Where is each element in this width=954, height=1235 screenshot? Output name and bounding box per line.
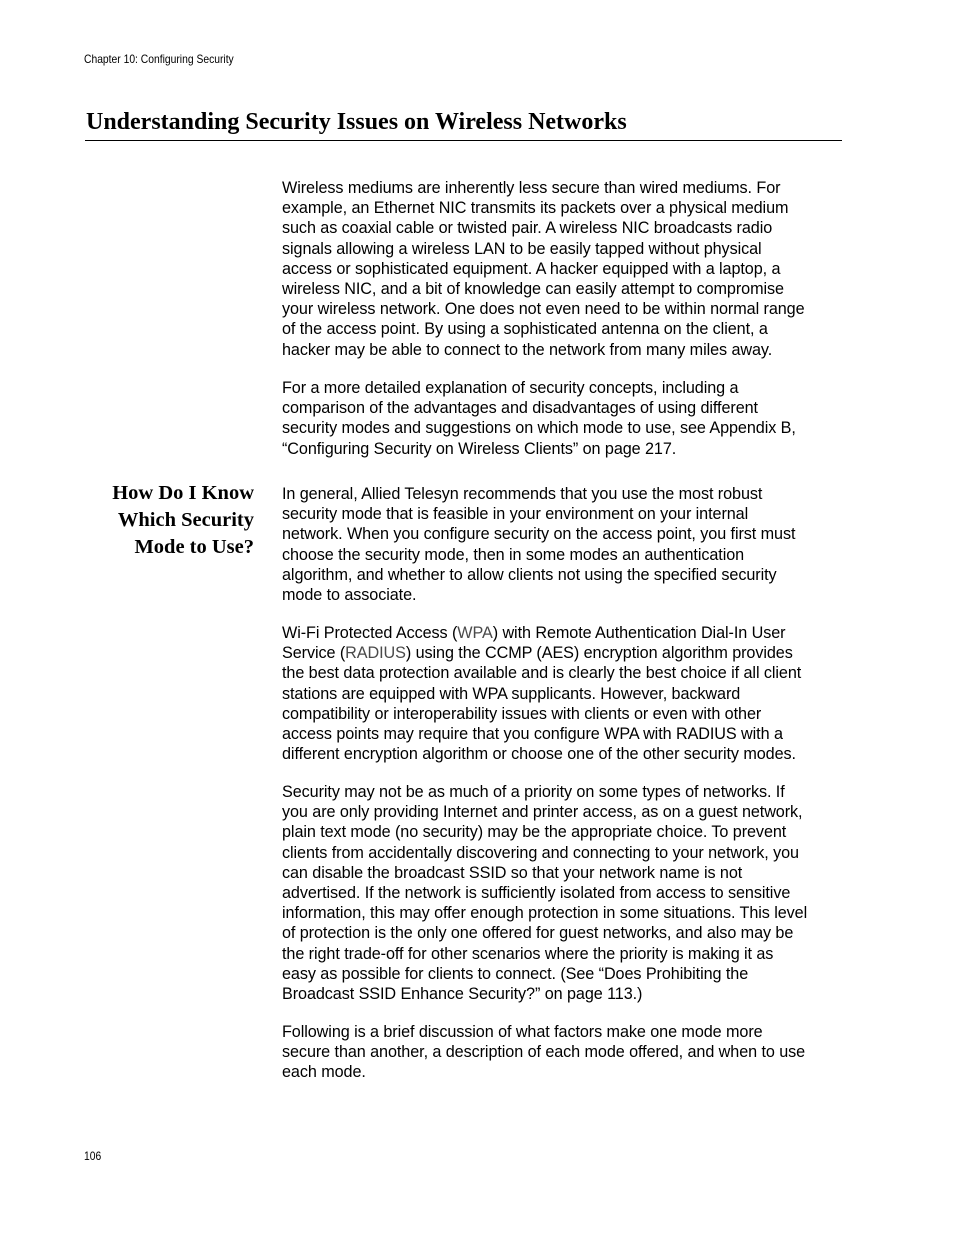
text-line: stations are equipped with WPA supplicants. However, backward <box>282 684 741 703</box>
wpa-link[interactable]: WPA <box>457 624 493 642</box>
text-line: Security may not be as much of a priority on some types of networks. If <box>282 783 785 801</box>
text-line: access or sophisticated equipment. A hacker equipped with a laptop, a <box>282 259 781 278</box>
text-line: of protection is the only one offered for guest networks, and also may be <box>282 924 794 943</box>
text-line <box>282 623 844 643</box>
text-line: each mode. <box>282 1063 366 1082</box>
text-line: compatibility or interoperability issues with clients or even with other <box>282 704 762 723</box>
text-line <box>282 643 844 663</box>
heading-line: How Do I Know <box>112 482 254 504</box>
text-fragment: ) with Remote Authentication Dial-In User <box>492 624 786 642</box>
text-line: advertised. If the network is sufficiently isolated from access to sensitive <box>282 883 791 902</box>
text-line: such as coaxial cable or twisted pair. A wireless NIC broadcasts radio <box>282 219 773 238</box>
section-paragraph-2 <box>282 623 844 764</box>
text-line: easy as possible for clients to connect. (See “Does Prohibiting the <box>282 964 749 983</box>
text-line: can disable the broadcast SSID so that your network name is not <box>282 863 743 882</box>
text-line: Wireless mediums are inherently less secure than wired mediums. For <box>282 179 781 197</box>
text-line: choose the security mode, then in some modes an authentication <box>282 545 745 564</box>
radius-link[interactable]: RADIUS <box>345 644 406 663</box>
section-paragraph-3 <box>282 782 844 1004</box>
text-fragment: Service ( <box>282 644 346 663</box>
text-line: plain text mode (no security) may be the appropriate choice. To prevent <box>282 823 787 842</box>
text-line: you are only providing Internet and printer access, as on a guest network, <box>282 803 803 822</box>
intro-paragraph-1 <box>282 178 844 360</box>
text-line: different encryption algorithm or choose one of the other security modes. <box>282 745 796 764</box>
text-line: For a more detailed explanation of security concepts, including a <box>282 379 739 397</box>
running-header: Chapter 10: Configuring Security <box>84 52 234 66</box>
page-title: Understanding Security Issues on Wireless Networks <box>86 109 627 135</box>
text-fragment: ) using the CCMP (AES) encryption algorithm provides <box>405 644 793 663</box>
heading-line: Mode to Use? <box>134 536 254 558</box>
text-fragment: Wi-Fi Protected Access ( <box>282 624 458 642</box>
title-rule <box>85 140 842 141</box>
page-number: 106 <box>84 1149 102 1163</box>
text-line: the right trade-off for other scenarios where the priority is making it as <box>282 944 774 963</box>
text-line: mode to associate. <box>282 585 417 604</box>
text-line: Broadcast SSID Enhance Security?” on page 113.) <box>282 984 643 1003</box>
text-line: secure than another, a description of each mode offered, and when to use <box>282 1043 806 1062</box>
text-line: of the access point. By using a sophisticated antenna on the client, a <box>282 320 768 339</box>
text-line: example, an Ethernet NIC transmits its packets over a physical medium <box>282 199 789 218</box>
text-line: signals allowing a wireless LAN to be easily tapped without physical <box>282 239 762 258</box>
text-line: clients from accidentally discovering and connecting to your network, you <box>282 843 799 862</box>
section-paragraph-1 <box>282 484 844 605</box>
heading-line: Which Security <box>117 509 254 531</box>
text-line: algorithm, and whether to allow clients not using the specified security <box>282 565 777 584</box>
text-line: security modes and suggestions on which mode to use, see Appendix B, <box>282 419 796 438</box>
text-line: comparison of the advantages and disadvantages of using different <box>282 399 758 418</box>
intro-paragraph-2 <box>282 378 844 459</box>
text-line: network. When you configure security on the access point, you first must <box>282 525 796 544</box>
text-line: In general, Allied Telesyn recommends that you use the most robust <box>282 485 763 503</box>
text-line: access points may require that you configure WPA with RADIUS with a <box>282 724 783 743</box>
text-line: wireless NIC, and a bit of knowledge can easily attempt to compromise <box>282 279 784 298</box>
text-line: security mode that is feasible in your environment on your internal <box>282 505 749 524</box>
section-heading <box>54 480 254 561</box>
text-line: hacker may be able to connect to the network from many miles away. <box>282 340 773 359</box>
section-paragraph-4 <box>282 1022 844 1083</box>
text-line: “Configuring Security on Wireless Clients” on page 217. <box>282 439 677 458</box>
text-line: information, this may offer enough protection in some situations. This level <box>282 904 808 923</box>
text-line: the best data protection available and is clearly the best choice if all client <box>282 664 802 683</box>
text-line: your wireless network. One does not even need to be within normal range <box>282 300 805 319</box>
text-line: Following is a brief discussion of what factors make one mode more <box>282 1023 763 1041</box>
